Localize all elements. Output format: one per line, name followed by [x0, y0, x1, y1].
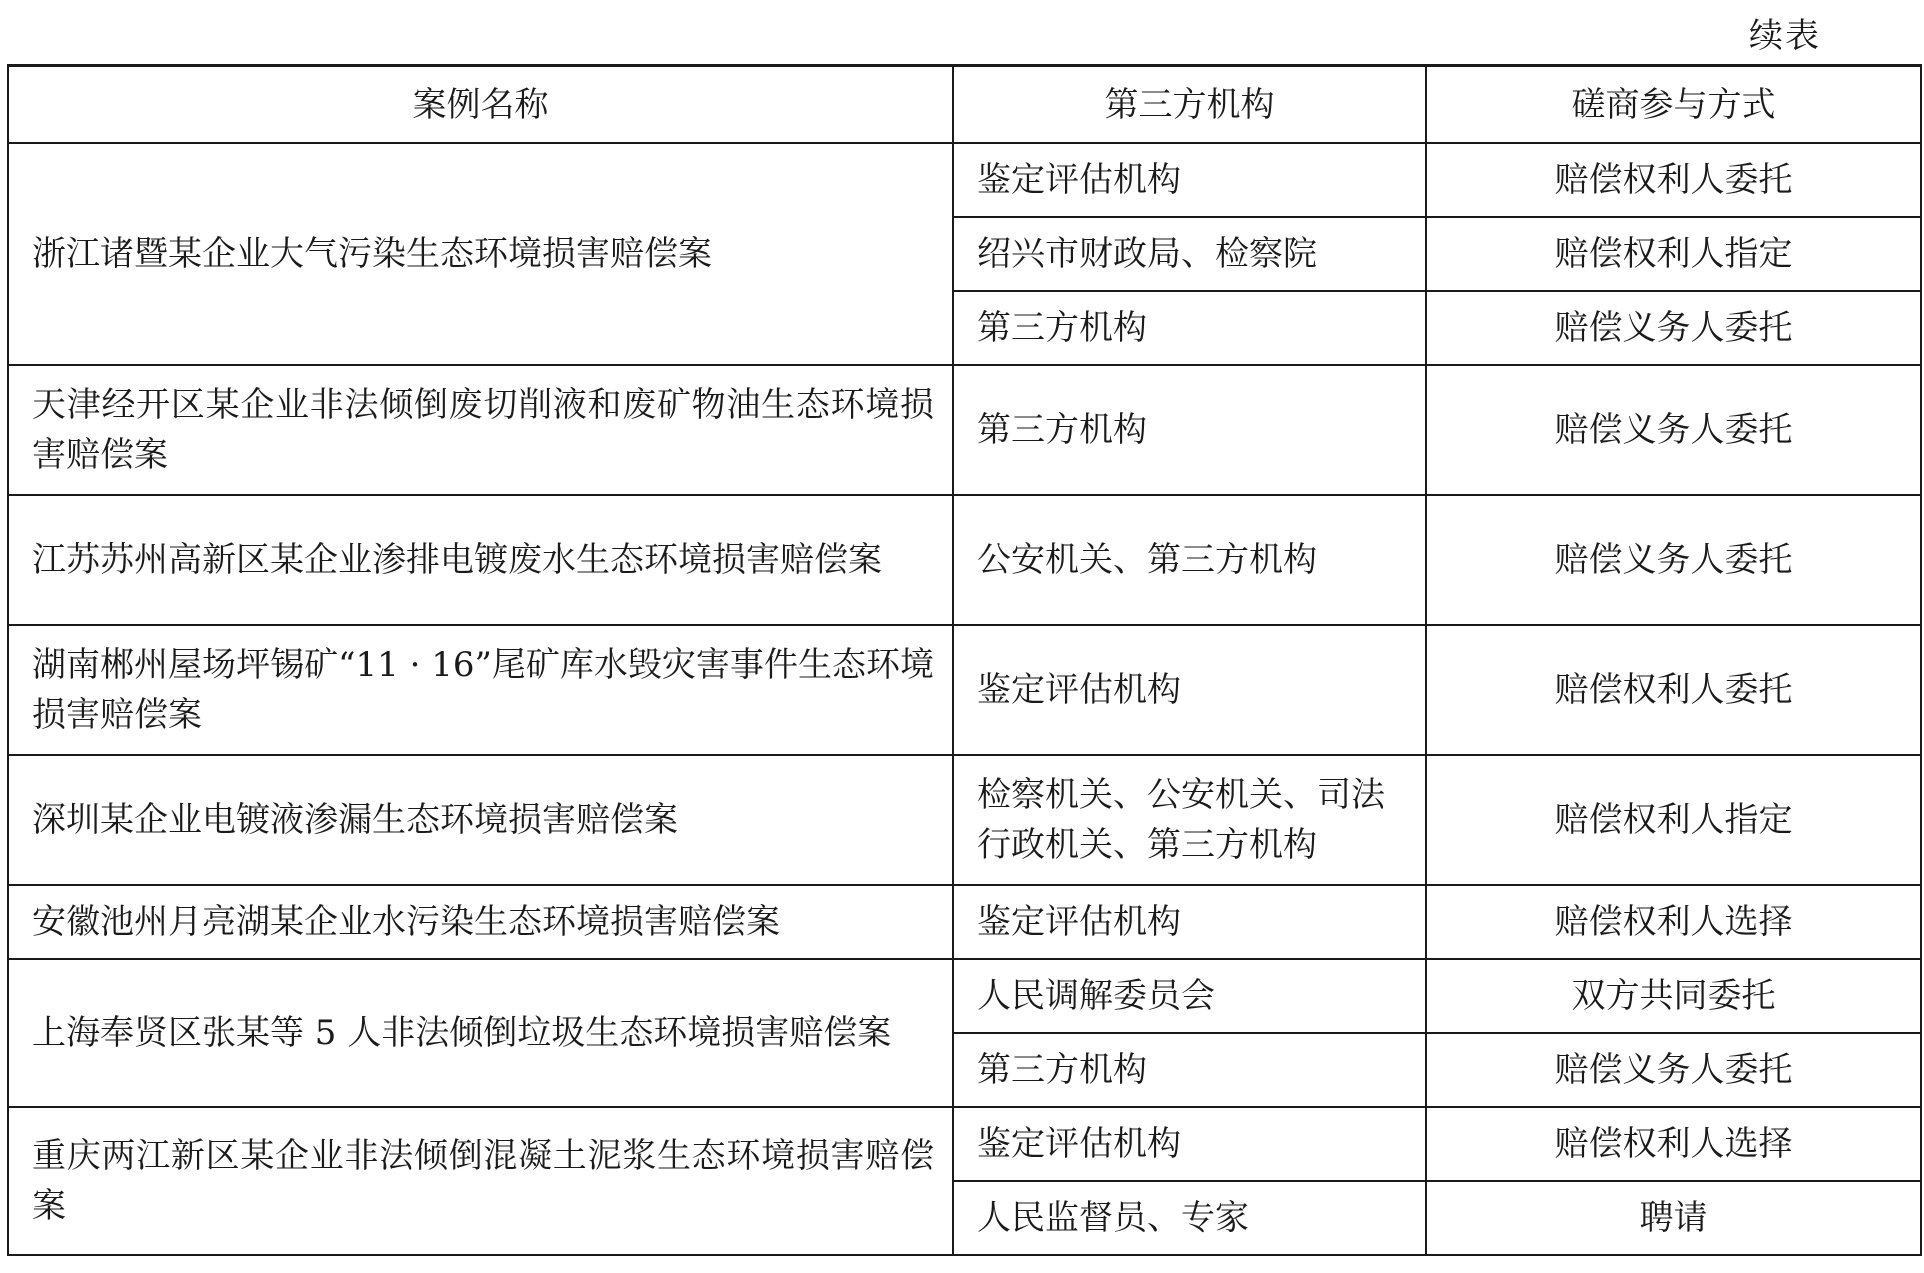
- table-row: [8, 365, 1921, 495]
- participation-mode-cell: 赔偿权利人委托: [1426, 143, 1921, 217]
- case-name-cell: 天津经开区某企业非法倾倒废切削液和废矿物油生态环境损害赔偿案: [8, 365, 953, 495]
- cases-table: [7, 64, 1922, 1256]
- table-row: [8, 885, 1921, 959]
- participation-mode-cell: 赔偿权利人委托: [1426, 625, 1921, 755]
- case-name-cell: 浙江诸暨某企业大气污染生态环境损害赔偿案: [8, 143, 953, 365]
- case-name-cell: 江苏苏州高新区某企业渗排电镀废水生态环境损害赔偿案: [8, 495, 953, 625]
- third-party-cell: 鉴定评估机构: [953, 143, 1426, 217]
- header-participation-mode: 磋商参与方式: [1426, 66, 1921, 144]
- third-party-cell: 第三方机构: [953, 1033, 1426, 1107]
- case-name-cell: 深圳某企业电镀液渗漏生态环境损害赔偿案: [8, 755, 953, 885]
- case-name-cell: 湖南郴州屋场坪锡矿“11 · 16”尾矿库水毁灾害事件生态环境损害赔偿案: [8, 625, 953, 755]
- participation-mode-cell: 赔偿义务人委托: [1426, 1033, 1921, 1107]
- participation-mode-cell: 赔偿权利人指定: [1426, 217, 1921, 291]
- third-party-cell: 检察机关、公安机关、司法行政机关、第三方机构: [953, 755, 1426, 885]
- table-row: [8, 1107, 1921, 1181]
- participation-mode-cell: 赔偿义务人委托: [1426, 495, 1921, 625]
- third-party-cell: 绍兴市财政局、检察院: [953, 217, 1426, 291]
- third-party-cell: 鉴定评估机构: [953, 1107, 1426, 1181]
- third-party-cell: 人民监督员、专家: [953, 1181, 1426, 1255]
- participation-mode-cell: 赔偿义务人委托: [1426, 365, 1921, 495]
- table-row: [8, 495, 1921, 625]
- participation-mode-cell: 赔偿权利人选择: [1426, 1107, 1921, 1181]
- continued-label: 续表: [1749, 16, 1821, 56]
- header-third-party: 第三方机构: [953, 66, 1426, 144]
- third-party-cell: 鉴定评估机构: [953, 885, 1426, 959]
- case-name-cell: 安徽池州月亮湖某企业水污染生态环境损害赔偿案: [8, 885, 953, 959]
- third-party-cell: 第三方机构: [953, 365, 1426, 495]
- third-party-cell: 第三方机构: [953, 291, 1426, 365]
- participation-mode-cell: 双方共同委托: [1426, 959, 1921, 1033]
- table-row: [8, 143, 1921, 217]
- participation-mode-cell: 赔偿义务人委托: [1426, 291, 1921, 365]
- table-header-row: [8, 66, 1921, 144]
- table-row: [8, 959, 1921, 1033]
- case-name-cell: 重庆两江新区某企业非法倾倒混凝土泥浆生态环境损害赔偿案: [8, 1107, 953, 1255]
- table-row: [8, 755, 1921, 885]
- third-party-cell: 鉴定评估机构: [953, 625, 1426, 755]
- table-row: [8, 625, 1921, 755]
- participation-mode-cell: 赔偿权利人选择: [1426, 885, 1921, 959]
- header-case-name: 案例名称: [8, 66, 953, 144]
- third-party-cell: 人民调解委员会: [953, 959, 1426, 1033]
- third-party-cell: 公安机关、第三方机构: [953, 495, 1426, 625]
- participation-mode-cell: 聘请: [1426, 1181, 1921, 1255]
- participation-mode-cell: 赔偿权利人指定: [1426, 755, 1921, 885]
- case-name-cell: 上海奉贤区张某等 5 人非法倾倒垃圾生态环境损害赔偿案: [8, 959, 953, 1107]
